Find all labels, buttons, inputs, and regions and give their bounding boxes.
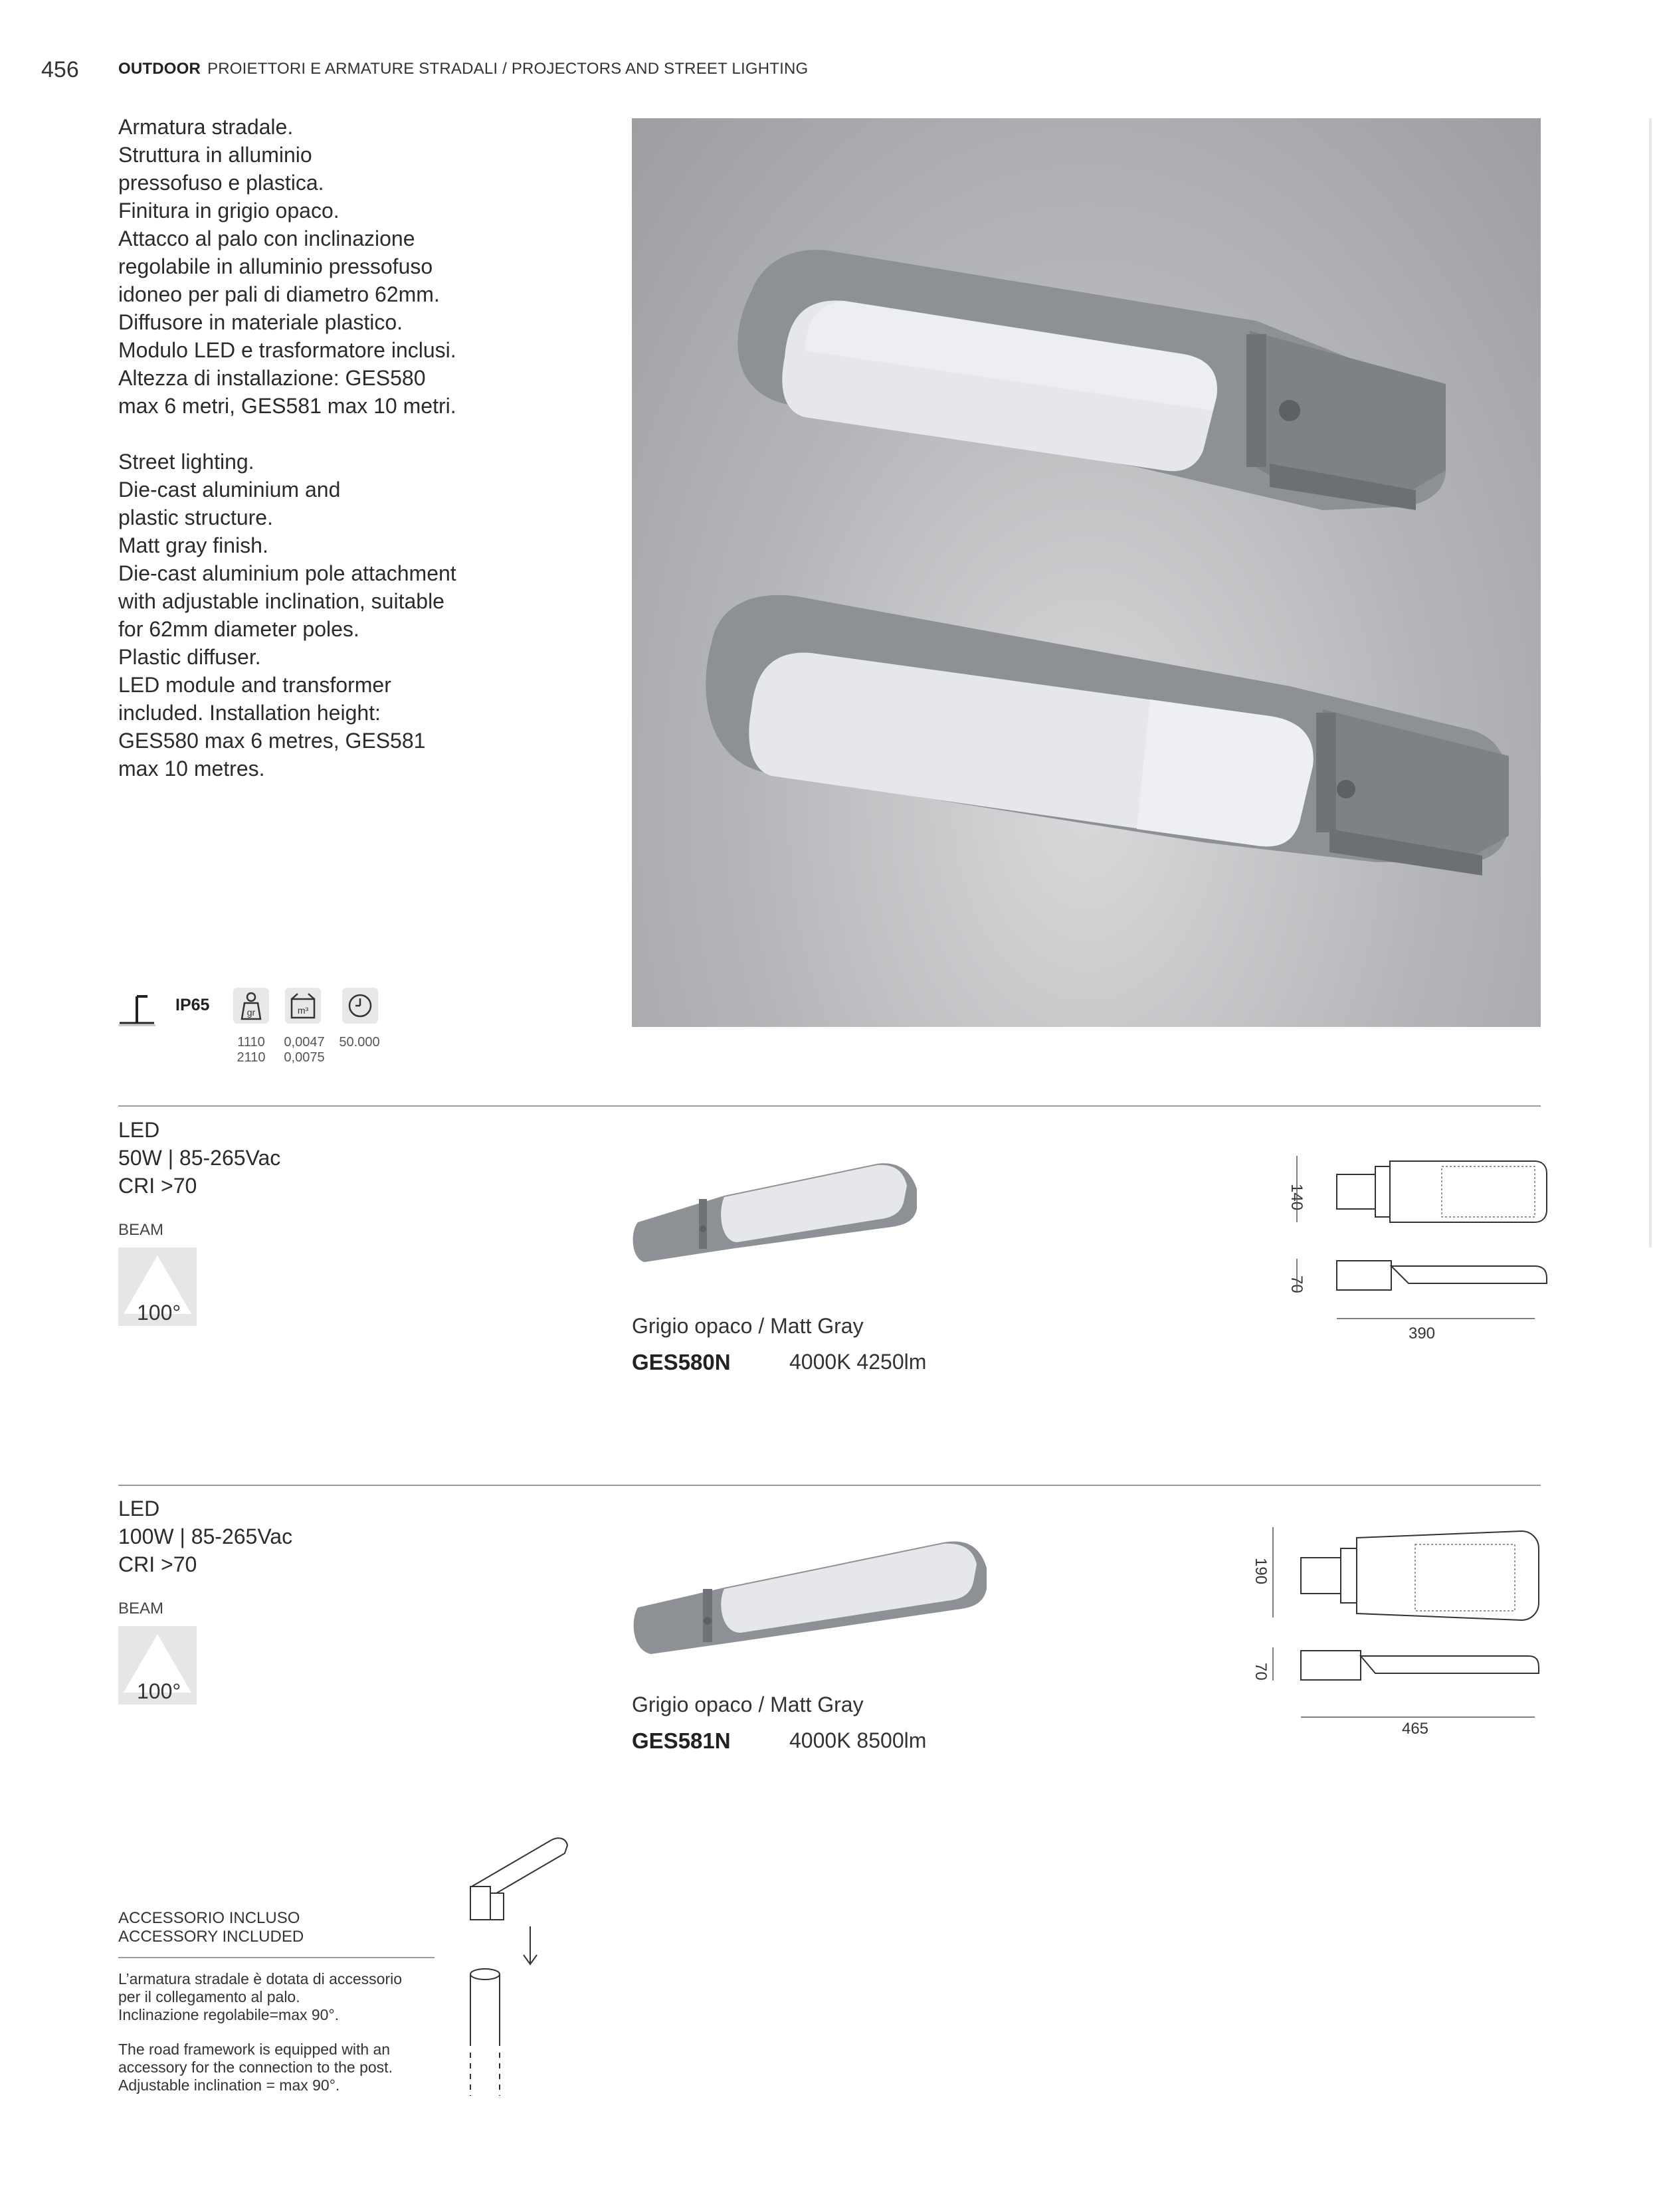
beam-angle: 100°	[137, 1679, 181, 1703]
accessory-text-italian: L’armatura stradale è dotata di accessorio per il collegamento al palo. Inclinazione regolabile=max 90°.	[118, 1970, 403, 2023]
product-code[interactable]: GES580N	[632, 1350, 731, 1374]
street-lights-render	[632, 118, 1541, 1027]
pole-mount-icon	[118, 987, 155, 1024]
description-english: Street lighting. Die-cast aluminium and plastic structure. Matt gray finish. Die-cast aluminium pole attachment with adjustable inclination, suitable for 62mm diameter poles. Plastic diffuser. LED module and transformer included. Installation height: GES580 max 6 metres, GES581 max 10 metres.	[118, 450, 456, 781]
product-1-specs	[118, 1116, 280, 1200]
product-2-specs	[118, 1495, 292, 1578]
beam-label: BEAM	[118, 1221, 164, 1239]
luminaire-small-render	[737, 250, 1446, 510]
cri-value: CRI >70	[118, 1552, 197, 1576]
product-description	[118, 113, 490, 810]
product-1-dimension-drawing	[1276, 1143, 1555, 1348]
product-2-dimension-drawing	[1242, 1518, 1548, 1744]
finish-label: Grigio opaco / Matt Gray	[632, 1314, 864, 1338]
section-divider	[118, 1485, 1541, 1486]
dim-width: 190	[1252, 1558, 1270, 1585]
accessory-title: ACCESSORIO INCLUSO ACCESSORY INCLUDED	[118, 1909, 304, 1946]
volume-values: 0,0047 0,0075	[284, 1035, 325, 1065]
dim-length: 465	[1401, 1720, 1429, 1738]
beam-angle: 100°	[137, 1301, 181, 1325]
accessory-divider	[118, 1957, 435, 1958]
ip-rating: IP65	[175, 996, 210, 1014]
power-voltage: 50W | 85-265Vac	[118, 1146, 281, 1170]
description-italian: Armatura stradale. Struttura in alluminio pressofuso e plastica. Finitura in grigio opaco. Attacco al palo con inclinazione regolabile in alluminio pressofuso idoneo per pali di diametro 62mm. Diffusore in materiale plastico. Modulo LED e trasformatore inclusi. Altezza di installazione: GES580 max 6 metri, GES581 max 10 metri.	[118, 115, 456, 418]
dim-length: 390	[1408, 1325, 1436, 1342]
svg-text:m³: m³	[297, 1005, 309, 1016]
page-header	[118, 60, 808, 78]
lifetime-value: 50.000	[339, 1035, 380, 1050]
power-voltage: 100W | 85-265Vac	[118, 1524, 293, 1548]
dim-height: 70	[1252, 1663, 1270, 1681]
section-divider	[118, 1105, 1541, 1107]
product-code[interactable]: GES581N	[632, 1728, 731, 1753]
svg-text:gr: gr	[246, 1007, 256, 1018]
cri-value: CRI >70	[118, 1174, 197, 1198]
light-source: LED	[118, 1118, 160, 1142]
light-source: LED	[118, 1497, 160, 1521]
product-color-temp-lumen: 4000K 4250lm	[789, 1350, 927, 1374]
section-title: OUTDOOR	[118, 60, 201, 78]
product-2-thumbnail	[625, 1515, 1010, 1674]
box-volume-icon	[284, 987, 322, 1024]
luminaire-large-render	[706, 595, 1509, 876]
dim-width: 140	[1288, 1184, 1306, 1211]
clock-icon	[342, 987, 379, 1024]
accessory-text-english: The road framework is equipped with an accessory for the connection to the post. Adjustable inclination = max 90°.	[118, 2041, 393, 2094]
dim-height: 70	[1288, 1275, 1306, 1293]
icon-underline	[118, 1024, 155, 1026]
beam-label: BEAM	[118, 1600, 164, 1617]
weight-icon	[233, 987, 270, 1024]
product-1-thumbnail	[625, 1149, 930, 1282]
weight-values: 1110 2110	[237, 1035, 266, 1065]
hero-product-image	[632, 118, 1541, 1027]
page-number: 456	[41, 57, 79, 82]
pole-accessory-drawing	[458, 1827, 578, 2099]
breadcrumb: PROIETTORI E ARMATURE STRADALI / PROJECTORS AND STREET LIGHTING	[207, 60, 809, 78]
page-edge-mark	[1649, 118, 1652, 1247]
finish-label: Grigio opaco / Matt Gray	[632, 1693, 864, 1716]
product-color-temp-lumen: 4000K 8500lm	[789, 1728, 927, 1752]
